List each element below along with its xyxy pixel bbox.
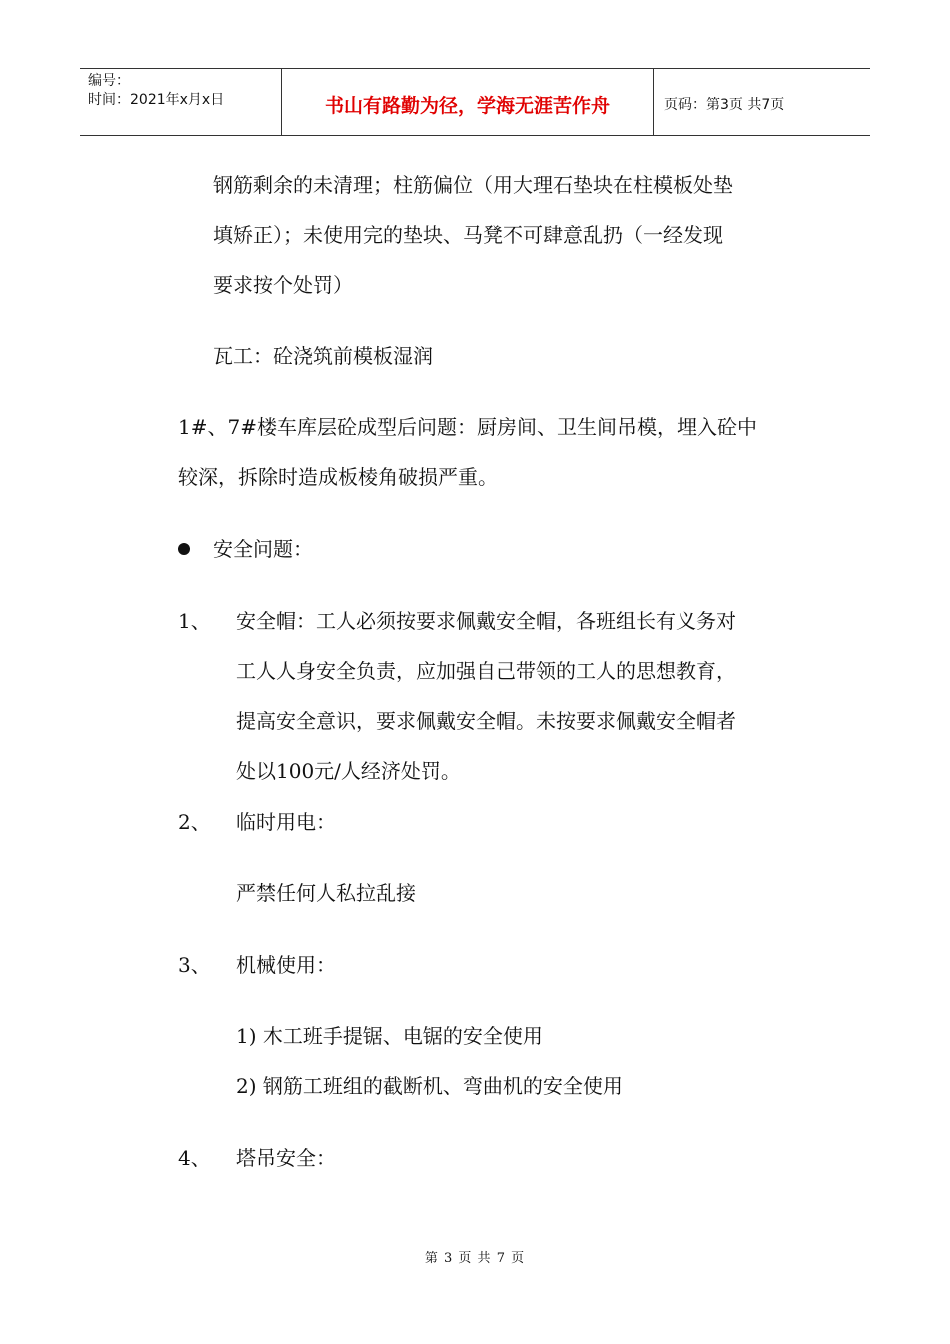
paragraph-line: 钢筋剩余的未清理；柱筋偏位（用大理石垫块在柱模板处垫 [213,173,733,197]
paragraph-line: 要求按个处罚） [213,273,353,297]
garage-issue-line: 1#、7#楼车库层砼成型后问题：厨房间、卫生间吊模，埋入砼中 [178,415,757,439]
item-line: 提高安全意识，要求佩戴安全帽。未按要求佩戴安全帽者 [236,709,736,733]
item-number: 1、 [178,609,211,633]
paragraph-line: 填矫正）；未使用完的垫块、马凳不可肆意乱扔（一经发现 [213,223,723,247]
bullet-icon [178,543,190,555]
doc-code-label: 编号： [88,73,130,89]
item-line: 安全帽：工人必须按要求佩戴安全帽，各班组长有义务对 [236,609,736,633]
item-line: 工人人身安全负责，应加强自己带领的工人的思想教育， [236,659,736,683]
sub-item: 2) 钢筋工班组的截断机、弯曲机的安全使用 [236,1074,623,1098]
safety-heading: 安全问题： [213,537,313,561]
item-line: 临时用电： [236,810,336,834]
item-line: 处以100元/人经济处罚。 [236,759,461,783]
item-number: 3、 [178,953,211,977]
garage-issue-line: 较深，拆除时造成板棱角破损严重。 [178,465,498,489]
page-footer: 第 3 页 共 7 页 [424,1251,526,1266]
header-page-info: 页码：第3页 共7页 [664,97,785,113]
item-line: 机械使用： [236,953,336,977]
item-detail: 严禁任何人私拉乱接 [236,881,416,905]
item-line: 塔吊安全： [236,1146,336,1170]
header-motto: 书山有路勤为径，学海无涯苦作舟 [282,69,654,135]
header-meta [80,69,282,135]
tile-work-note: 瓦工：砼浇筑前模板湿润 [213,344,433,368]
sub-item: 1) 木工班手提锯、电锯的安全使用 [236,1024,543,1048]
doc-time-label: 时间：2021年x月x日 [88,92,225,108]
item-number: 4、 [178,1146,211,1170]
page-header [80,68,870,136]
item-number: 2、 [178,810,211,834]
